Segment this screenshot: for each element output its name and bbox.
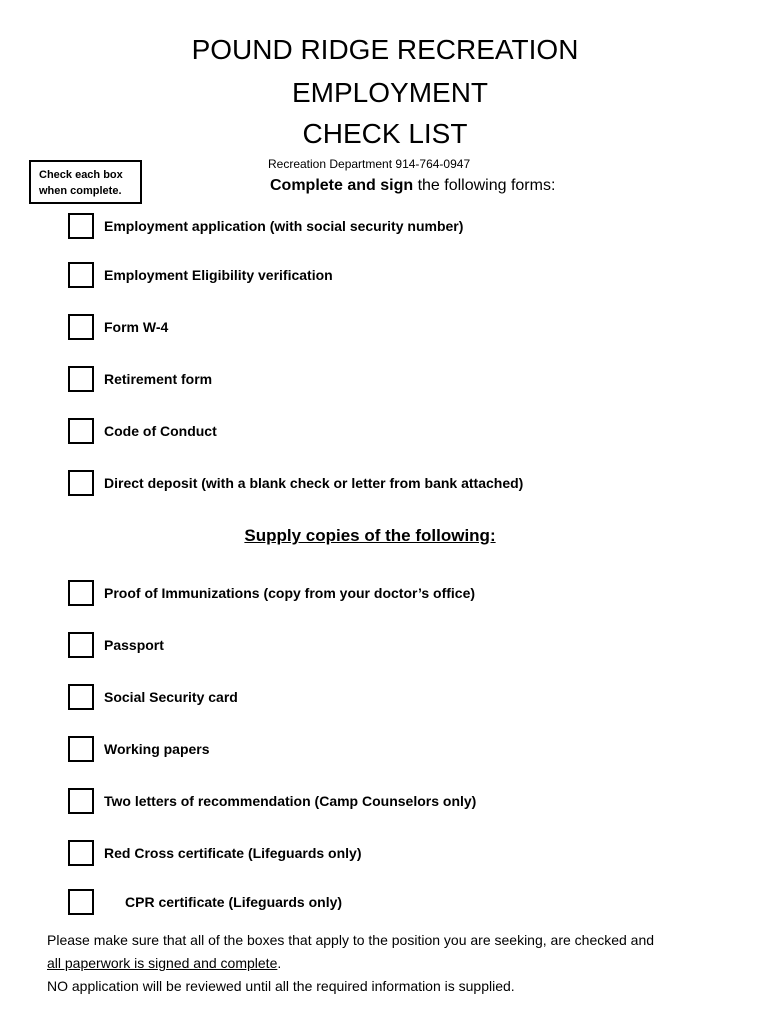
copy-item-label: Social Security card (104, 689, 238, 705)
checkbox[interactable] (68, 213, 94, 239)
copy-item-red-cross-certificate (68, 838, 362, 868)
footer-line-3: NO application will be reviewed until all the required information is supplied. (47, 978, 515, 994)
checkbox[interactable] (68, 418, 94, 444)
copies-heading-text: Supply copies of the following: (244, 526, 496, 545)
copy-item-label: Passport (104, 637, 164, 653)
checkbox[interactable] (68, 366, 94, 392)
copy-item-cpr-certificate (68, 887, 342, 917)
form-item-label: Employment application (with social security number) (104, 218, 464, 234)
copies-heading (0, 525, 770, 547)
checkbox[interactable] (68, 889, 94, 915)
form-item-eligibility-verification (68, 260, 333, 290)
forms-intro-bold: Complete and sign (270, 177, 414, 194)
checkbox[interactable] (68, 262, 94, 288)
form-item-direct-deposit (68, 468, 523, 498)
form-item-retirement (68, 364, 212, 394)
form-item-label: Code of Conduct (104, 423, 217, 439)
checkbox[interactable] (68, 632, 94, 658)
title-line-1: POUND RIDGE RECREATION (191, 34, 579, 65)
form-item-label: Direct deposit (with a blank check or letter from bank attached) (104, 475, 524, 491)
checkbox[interactable] (68, 314, 94, 340)
forms-intro-rest: the following forms: (413, 177, 556, 194)
copy-item-label: Red Cross certificate (Lifeguards only) (104, 845, 362, 861)
checkbox[interactable] (68, 470, 94, 496)
footer-note (47, 929, 762, 998)
instruction-line-2: when complete. (39, 185, 122, 197)
copy-item-label: Working papers (104, 741, 210, 757)
form-item-label: Form W-4 (104, 319, 169, 335)
footer-line-2 (47, 952, 762, 975)
copy-item-working-papers (68, 734, 210, 764)
footer-line-2-end: . (277, 955, 282, 971)
copy-item-label: Proof of Immunizations (copy from your doctor’s office) (104, 585, 476, 601)
forms-intro (270, 175, 555, 197)
instruction-line-1: Check each box (39, 169, 123, 181)
department-phone: Recreation Department 914-764-0947 (268, 157, 471, 171)
form-item-employment-application (68, 211, 463, 241)
checkbox[interactable] (68, 580, 94, 606)
checkbox[interactable] (68, 788, 94, 814)
copy-item-immunizations (68, 578, 475, 608)
footer-line-1: Please make sure that all of the boxes that apply to the position you are seeking, are checked and (47, 932, 655, 948)
footer-line-2-underlined: all paperwork is signed and complete (47, 955, 278, 971)
copy-item-social-security-card (68, 682, 238, 712)
copy-item-passport (68, 630, 164, 660)
copy-item-label: CPR certificate (Lifeguards only) (125, 894, 343, 910)
copy-item-label: Two letters of recommendation (Camp Counselors only) (104, 793, 477, 809)
checkbox[interactable] (68, 684, 94, 710)
checkbox[interactable] (68, 736, 94, 762)
form-item-w4 (68, 312, 168, 342)
form-item-label: Retirement form (104, 371, 213, 387)
title-line-2: EMPLOYMENT (291, 77, 489, 108)
copy-item-recommendation-letters (68, 786, 476, 816)
title-line-3: CHECK LIST (302, 118, 468, 149)
checkbox[interactable] (68, 840, 94, 866)
instruction-box (29, 160, 142, 204)
form-item-code-of-conduct (68, 416, 217, 446)
form-item-label: Employment Eligibility verification (104, 267, 333, 283)
